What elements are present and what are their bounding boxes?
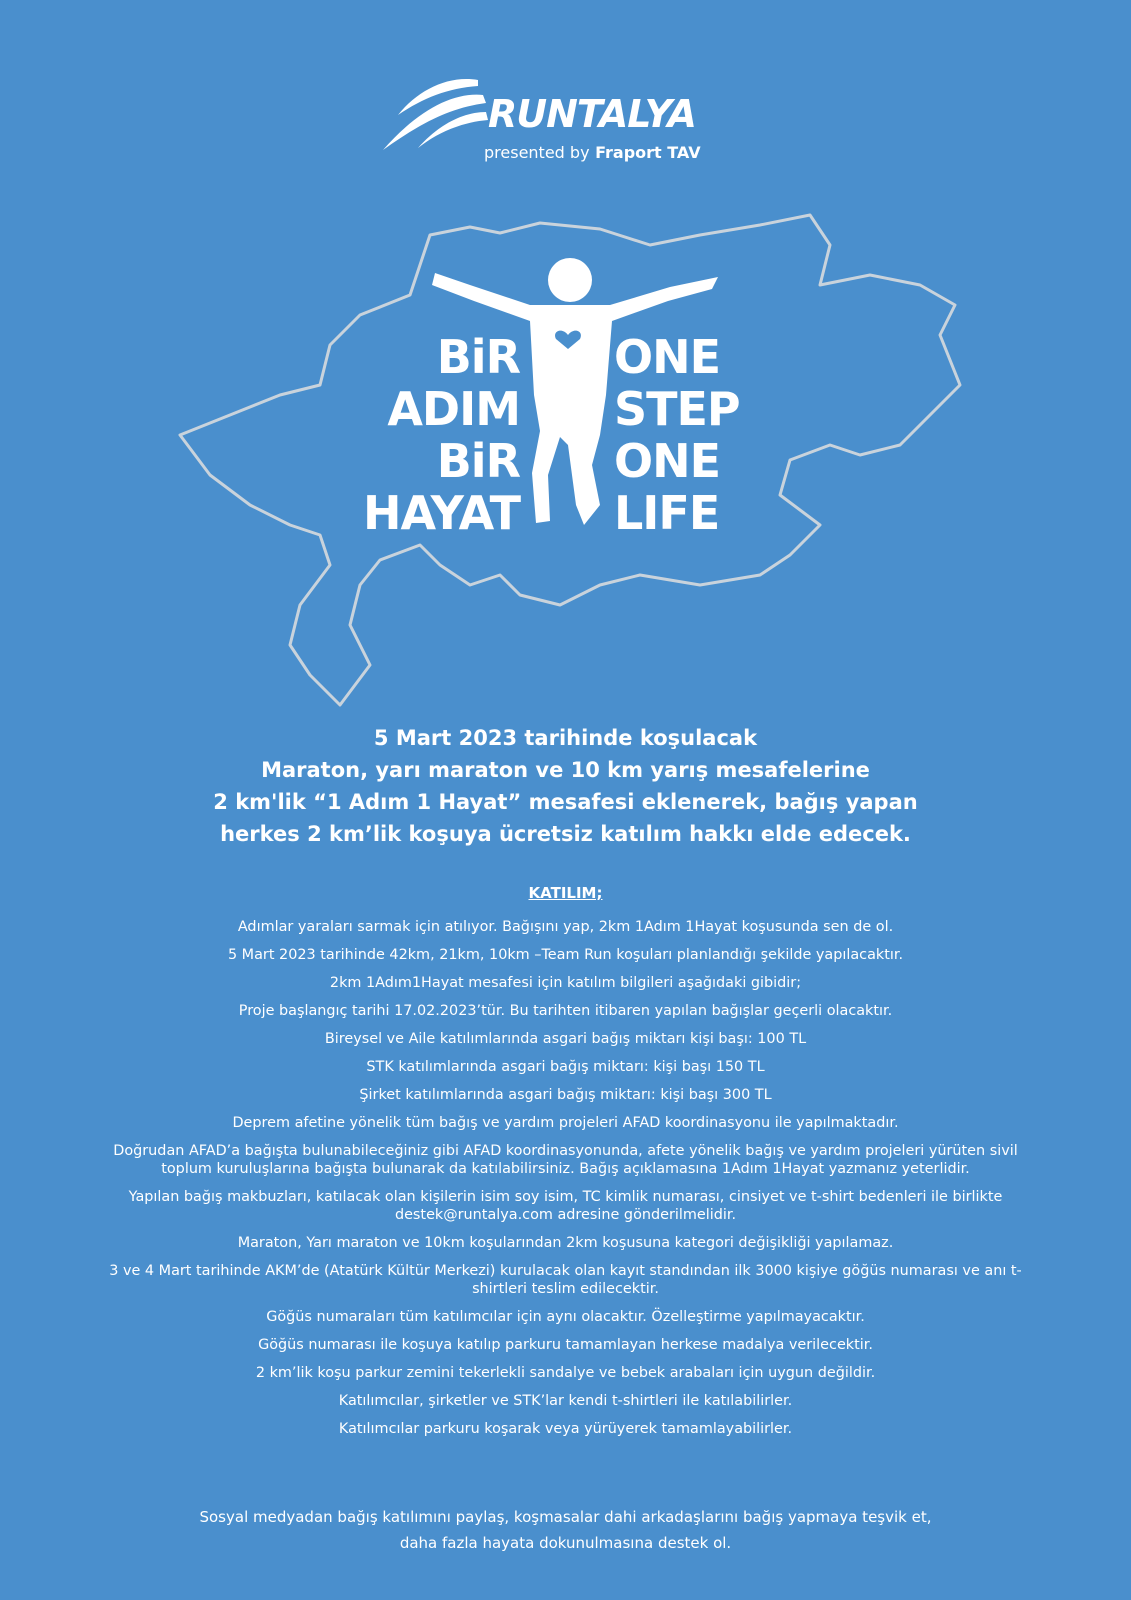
runner-silhouette [0,205,1131,725]
hero-word: ONE [614,434,721,488]
rule-item: STK katılımlarında asgari bağış miktarı: kişi başı 150 TL [366,1059,765,1075]
hero-right-words [614,331,814,539]
hero-word: HAYAT [362,486,520,540]
logo-wordmark: RUNTALYA [488,92,696,136]
headline-line: 5 Mart 2023 tarihinde koşulacak [373,726,758,750]
hero-left-words [330,331,520,539]
footer-line: Sosyal medyadan bağış katılımını paylaş, koşmasalar dahi arkadaşlarını bağış yapmaya teşvik et, [199,1508,932,1526]
runner-swoosh-icon [378,70,498,160]
section-title: KATILIM; [528,884,603,902]
sponsor-name: Fraport TAV [595,143,701,162]
hero-word: BiR [436,434,520,488]
headline [0,722,1131,850]
footer-line: daha fazla hayata dokunulmasına destek ol. [399,1534,732,1552]
rule-item: Yapılan bağış makbuzları, katılacak olan kişilerin isim soy isim, TC kimlik numarası, cinsiyet ve t-shirt bedenleri ile birlikte destek@runtalya.com adresine gönderilmelidir. [128,1189,1003,1223]
hero-word: ADIM [387,382,520,436]
headline-line: 2 km'lik “1 Adım 1 Hayat” mesafesi eklenerek, bağış yapan [213,790,918,814]
rule-item: Katılımcılar, şirketler ve STK’lar kendi t-shirtleri ile katılabilirler. [338,1393,793,1409]
rule-item: Göğüs numarası ile koşuya katılıp parkuru tamamlayan herkese madalya verilecektir. [258,1337,873,1353]
runtalya-logo [0,62,1131,172]
rule-item: Proje başlangıç tarihi 17.02.2023’tür. Bu tarihten itibaren yapılan bağışlar geçerli olacaktır. [238,1003,893,1019]
rule-item: 5 Mart 2023 tarihinde 42km, 21km, 10km –Team Run koşuları planlandığı şekilde yapılacaktır. [227,947,904,963]
hero-word: ONE [614,330,721,384]
rule-item: Deprem afetine yönelik tüm bağış ve yardım projeleri AFAD koordinasyonu ile yapılmaktadır. [232,1115,899,1131]
rule-item: Adımlar yaraları sarmak için atılıyor. Bağışını yap, 2km 1Adım 1Hayat koşusunda sen de ol. [237,919,894,935]
rule-item: 2km 1Adım1Hayat mesafesi için katılım bilgileri aşağıdaki gibidir; [329,975,802,991]
footer-call-to-action [0,1504,1131,1556]
headline-line: herkes 2 km’lik koşuya ücretsiz katılım hakkı elde edecek. [220,822,911,846]
headline-line: Maraton, yarı maraton ve 10 km yarış mesafelerine [261,758,870,782]
rule-item: 2 km’lik koşu parkur zemini tekerlekli sandalye ve bebek arabaları için uygun değildir. [255,1365,876,1381]
rule-item: Doğrudan AFAD’a bağışta bulunabileceğiniz gibi AFAD koordinasyonunda, afete yönelik bağış ve yardım projeleri yürüten sivil toplum kuruluşlarına bağışta bulunarak da katılabilirsiniz. Bağış açıklamasına 1Adım 1Hayat yazmanız yeterlidir. [113,1143,1018,1177]
hero-word: STEP [614,382,740,436]
presented-prefix: presented by [484,143,590,162]
rules-list [100,918,1031,1448]
hero-graphic [0,205,1131,725]
rule-item: Şirket katılımlarında asgari bağış miktarı: kişi başı 300 TL [359,1087,772,1103]
rule-item: Katılımcılar parkuru koşarak veya yürüyerek tamamlayabilirler. [338,1421,793,1437]
rule-item: Maraton, Yarı maraton ve 10km koşularından 2km koşusuna kategori değişikliği yapılamaz. [237,1235,894,1251]
rule-item: 3 ve 4 Mart tarihinde AKM’de (Atatürk Kültür Merkezi) kurulacak olan kayıt standından ilk 3000 kişiye göğüs numarası ve anı t-shirtleri teslim edilecektir. [109,1263,1022,1297]
rule-item: Göğüs numaraları tüm katılımcılar için aynı olacaktır. Özelleştirme yapılmayacaktır. [266,1309,865,1325]
hero-word: LIFE [614,486,720,540]
presented-by [484,142,701,164]
hero-word: BiR [436,330,520,384]
rule-item: Bireysel ve Aile katılımlarında asgari bağış miktarı kişi başı: 100 TL [324,1031,807,1047]
